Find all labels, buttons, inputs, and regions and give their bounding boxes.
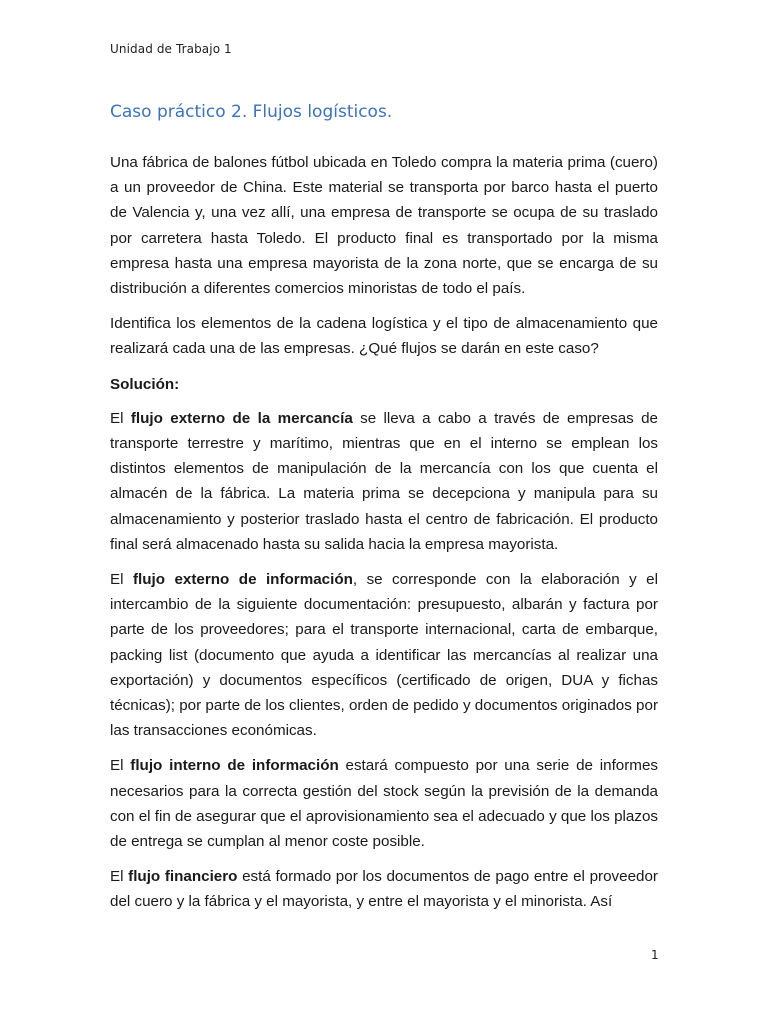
paragraph-lead: El <box>110 571 133 589</box>
paragraph-case-description: Una fábrica de balones fútbol ubicada en Toledo compra la materia prima (cuero) a un proveedor de China. Este material se transporta por barco hasta el puerto de Valencia y, una vez allí, una empresa de transporte se ocupa de su traslado por carretera hasta Toledo. El producto final es transportado por la misma empresa hasta una empresa mayorista de la zona norte, que se encarga de su distribución a diferentes comercios minoristas de todo el país. <box>110 154 658 298</box>
bold-term: flujo externo de información <box>132 571 353 589</box>
paragraph-flujo-financiero <box>110 864 658 914</box>
solution-label: Solución: <box>110 375 180 393</box>
bold-term: flujo externo de la mercancía <box>130 409 353 427</box>
paragraph-rest: se lleva a cabo a través de empresas de transporte terrestre y marítimo, mientras que en el interno se emplean los distintos elementos de manipulación de la mercancía con los que cuenta el almacén de la fábrica. La materia prima se decepciona y manipula para su almacenamiento y posterior traslado hasta el centro de fabricación. El producto final será almacenado hasta su salida hacia la empresa mayorista. <box>110 409 658 553</box>
paragraph-flujo-interno-informacion <box>110 753 658 854</box>
paragraph-rest: está formado por los documentos de pago entre el proveedor del cuero y la fábrica y el mayorista, y entre el mayorista y el minorista. Así <box>110 868 658 911</box>
paragraph-question: Identifica los elementos de la cadena logística y el tipo de almacenamiento que realizará cada una de las empresas. ¿Qué flujos se darán en este caso? <box>110 315 658 358</box>
page-title: Caso práctico 2. Flujos logísticos. <box>110 102 393 122</box>
page-header: Unidad de Trabajo 1 <box>110 42 232 56</box>
paragraph-flujo-externo-mercancia <box>110 406 658 557</box>
paragraph-flujo-externo-informacion <box>110 567 658 743</box>
bold-term: flujo interno de información <box>130 757 339 775</box>
document-body <box>110 150 658 925</box>
page-number: 1 <box>651 948 659 962</box>
paragraph-lead: El <box>110 757 131 775</box>
paragraph-lead: El <box>110 409 131 427</box>
bold-term: flujo financiero <box>128 868 238 886</box>
paragraph-lead: El <box>110 868 129 886</box>
paragraph-rest: , se corresponde con la elaboración y el intercambio de la siguiente documentación: presupuesto, albarán y factura por parte de los proveedores; para el transporte internacional, carta de embarque, packing list (documento que ayuda a identificar las mercancías al realizar una exportación) y documentos específicos (certificado de origen, DUA y fichas técnicas); por parte de los clientes, orden de pedido y documentos originados por las transacciones económicas. <box>110 571 658 740</box>
paragraph-rest: estará compuesto por una serie de informes necesarios para la correcta gestión del stock según la previsión de la demanda con el fin de asegurar que el aprovisionamiento sea el adecuado y que los plazos de entrega se cumplan al menor coste posible. <box>110 757 658 851</box>
